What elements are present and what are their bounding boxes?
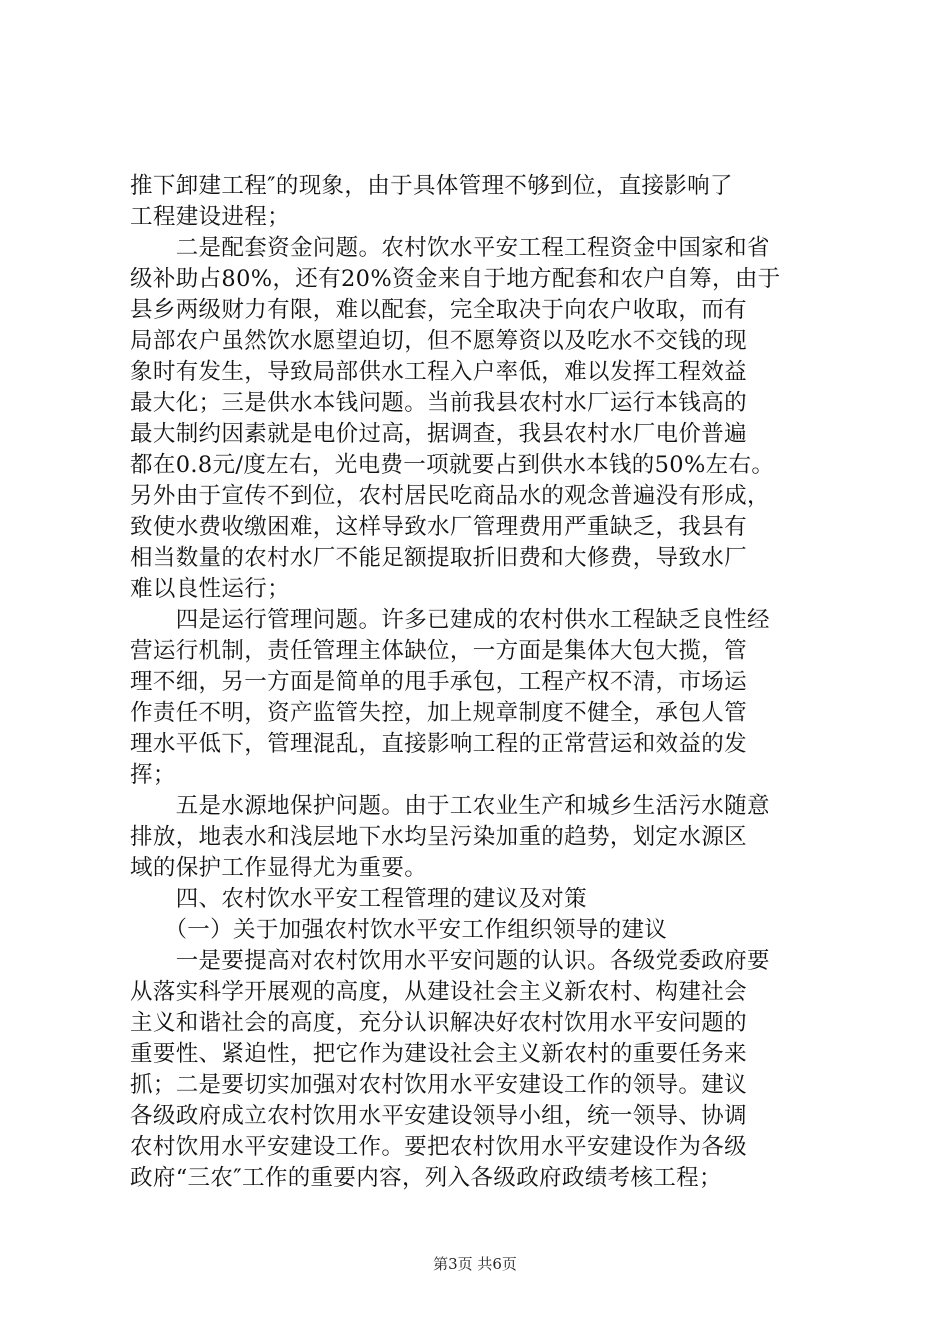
text-line: 致使水费收缴困难，这样导致水厂管理费用严重缺乏，我县有 xyxy=(130,514,747,540)
text-line: 五是水源地保护问题。由于工农业生产和城乡生活污水随意 xyxy=(130,793,770,819)
text-line: 级补助占80%，还有20%资金来自于地方配套和农户自筹，由于 xyxy=(130,266,781,292)
text-line: 一是要提高对农村饮用水平安问题的认识。各级党委政府要 xyxy=(130,948,770,974)
text-line: 工程建设进程； xyxy=(130,204,290,230)
text-line: 理水平低下，管理混乱，直接影响工程的正常营运和效益的发 xyxy=(130,731,747,757)
text-line: 域的保护工作显得尤为重要。 xyxy=(130,855,428,881)
text-line: 挥； xyxy=(130,762,176,788)
text-line: 各级政府成立农村饮用水平安建设领导小组，统一领导、协调 xyxy=(130,1103,747,1129)
body-text xyxy=(130,171,830,1194)
text-line: 二是配套资金问题。农村饮水平安工程工程资金中国家和省 xyxy=(130,235,770,261)
text-line: 农村饮用水平安建设工作。要把农村饮用水平安建设作为各级 xyxy=(130,1134,747,1160)
text-line: 难以良性运行； xyxy=(130,576,290,602)
text-line: 都在0.8元/度左右，光电费一项就要占到供水本钱的50%左右。 xyxy=(130,452,775,478)
text-line: 局部农户虽然饮水愿望迫切，但不愿筹资以及吃水不交钱的现 xyxy=(130,328,747,354)
text-line: 抓；二是要切实加强对农村饮用水平安建设工作的领导。建议 xyxy=(130,1072,747,1098)
text-line: 作责任不明，资产监管失控，加上规章制度不健全，承包人管 xyxy=(130,700,747,726)
text-line: 营运行机制，责任管理主体缺位，一方面是集体大包大揽，管 xyxy=(130,638,747,664)
text-line: 四是运行管理问题。许多已建成的农村供水工程缺乏良性经 xyxy=(130,607,770,633)
text-line: （一）关于加强农村饮水平安工作组织领导的建议 xyxy=(130,917,668,943)
text-line: 排放，地表水和浅层地下水均呈污染加重的趋势，划定水源区 xyxy=(130,824,747,850)
page-number-footer: 第3页 共6页 xyxy=(433,1255,517,1273)
text-line: 最大制约因素就是电价过高，据调查，我县农村水厂电价普遍 xyxy=(130,421,747,447)
text-line: 从落实科学开展观的高度，从建设社会主义新农村、构建社会 xyxy=(130,979,747,1005)
text-line: 县乡两级财力有限，难以配套，完全取决于向农户收取，而有 xyxy=(130,297,747,323)
text-line: 四、农村饮水平安工程管理的建议及对策 xyxy=(130,886,588,912)
text-line: 主义和谐社会的高度，充分认识解决好农村饮用水平安问题的 xyxy=(130,1010,747,1036)
text-line: 另外由于宣传不到位，农村居民吃商品水的观念普遍没有形成， xyxy=(130,483,770,509)
text-line: 最大化；三是供水本钱问题。当前我县农村水厂运行本钱高的 xyxy=(130,390,747,416)
text-line: 相当数量的农村水厂不能足额提取折旧费和大修费，导致水厂 xyxy=(130,545,747,571)
text-line: 重要性、紧迫性，把它作为建设社会主义新农村的重要任务来 xyxy=(130,1041,747,1067)
text-line: 推下卸建工程″的现象，由于具体管理不够到位，直接影响了 xyxy=(130,173,733,199)
text-line: 政府“三农″工作的重要内容，列入各级政府政绩考核工程； xyxy=(130,1165,722,1191)
text-line: 理不细，另一方面是简单的甩手承包，工程产权不清，市场运 xyxy=(130,669,747,695)
text-line: 象时有发生，导致局部供水工程入户率低，难以发挥工程效益 xyxy=(130,359,747,385)
